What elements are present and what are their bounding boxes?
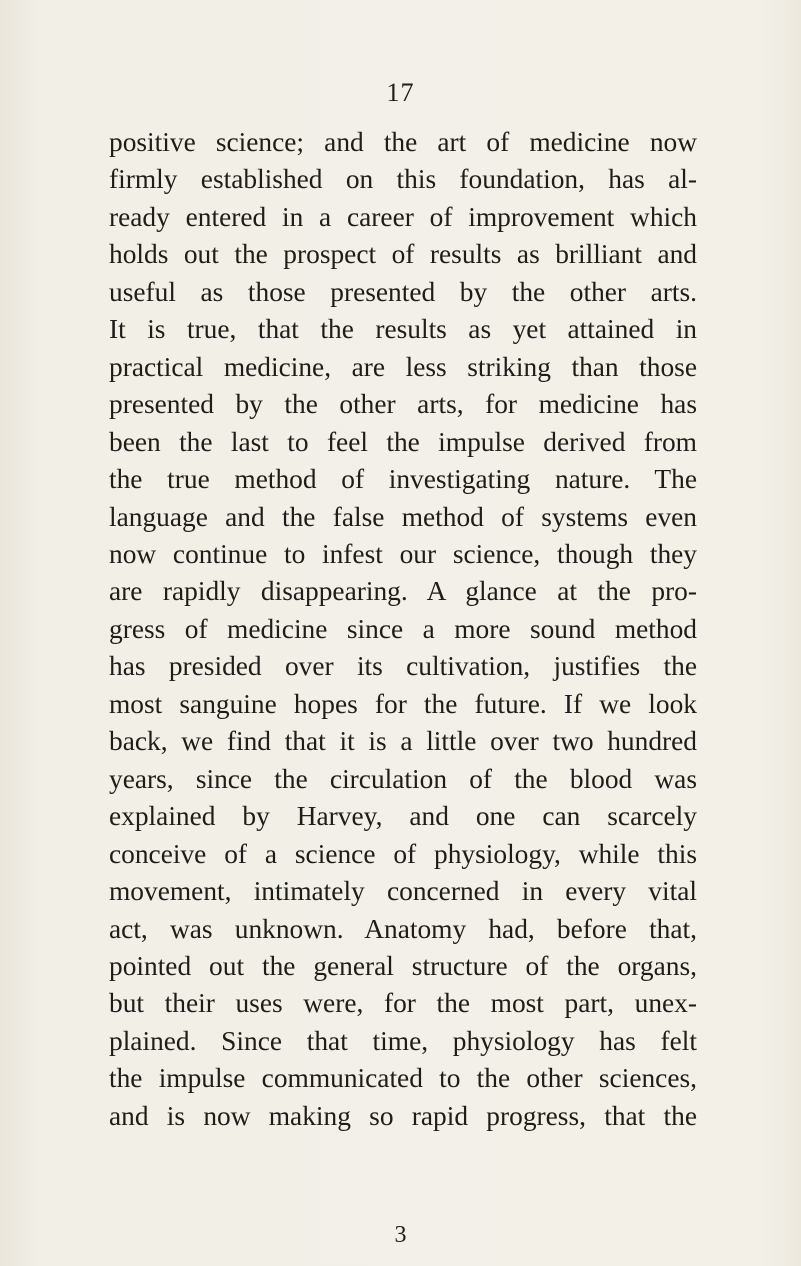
body-text bbox=[109, 124, 697, 1135]
text-line-17: back, we find that it is a little over two hundred bbox=[109, 726, 697, 757]
text-line-13: are rapidly disappearing. A glance at the pro- bbox=[109, 576, 697, 607]
text-line-23: pointed out the general structure of the organs, bbox=[109, 950, 697, 981]
text-line-14: gress of medicine since a more sound method bbox=[109, 613, 697, 644]
text-line-10: the true method of investigating nature. The bbox=[109, 464, 697, 495]
text-line-22: act, was unknown. Anatomy had, before that, bbox=[109, 913, 697, 944]
text-line-24: but their uses were, for the most part, unex- bbox=[109, 988, 697, 1019]
text-line-12: now continue to infest our science, though they bbox=[109, 538, 697, 569]
text-line-27: and is now making so rapid progress, that the bbox=[109, 1100, 697, 1131]
text-line-7: practical medicine, are less striking than those bbox=[109, 351, 697, 382]
text-line-3: ready entered in a career of improvement which bbox=[109, 201, 697, 232]
text-line-1: positive science; and the art of medicine now bbox=[109, 127, 697, 157]
text-line-26: the impulse communicated to the other sciences, bbox=[109, 1063, 697, 1094]
text-line-21: movement, intimately concerned in every vital bbox=[109, 876, 697, 907]
text-line-9: been the last to feel the impulse derived from bbox=[109, 426, 697, 457]
text-line-2: firmly established on this foundation, has al- bbox=[109, 164, 697, 195]
text-line-8: presented by the other arts, for medicine has bbox=[109, 389, 697, 420]
text-line-4: holds out the prospect of results as brilliant and bbox=[109, 239, 697, 270]
text-line-19: explained by Harvey, and one can scarcely bbox=[109, 801, 697, 832]
text-line-25: plained. Since that time, physiology has felt bbox=[109, 1025, 697, 1056]
page-number: 17 bbox=[386, 78, 415, 107]
text-line-15: has presided over its cultivation, justifies the bbox=[109, 651, 697, 682]
text-line-18: years, since the circulation of the blood was bbox=[109, 763, 697, 794]
text-line-5: useful as those presented by the other arts. bbox=[109, 276, 697, 307]
text-line-6: It is true, that the results as yet attained in bbox=[109, 314, 697, 345]
signature-mark: 3 bbox=[394, 1222, 407, 1248]
text-line-20: conceive of a science of physiology, while this bbox=[109, 838, 697, 869]
text-line-11: language and the false method of systems even bbox=[109, 501, 697, 532]
text-line-16: most sanguine hopes for the future. If we look bbox=[109, 688, 697, 719]
